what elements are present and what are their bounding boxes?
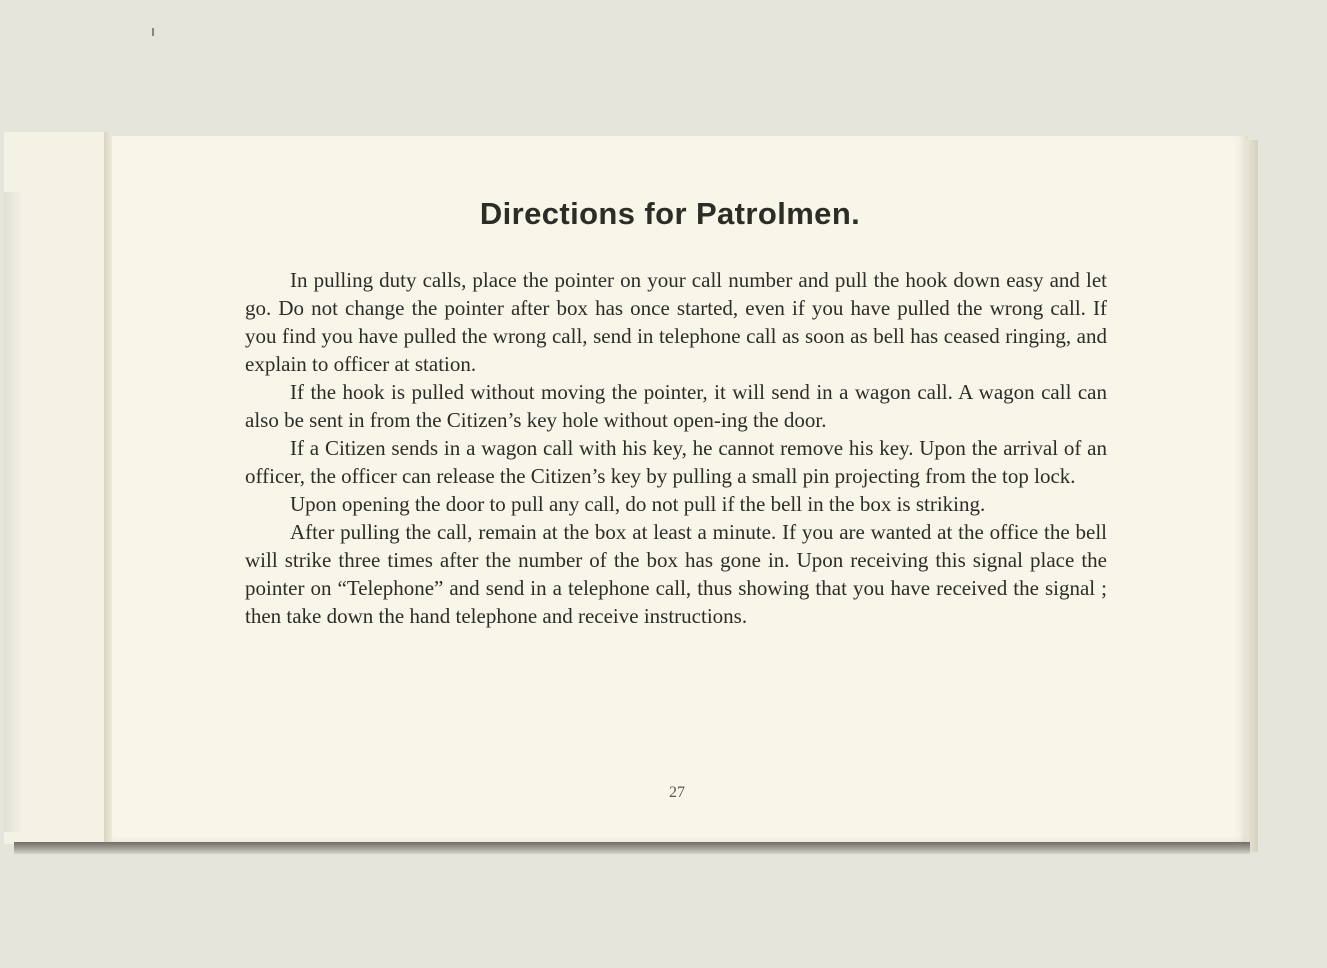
left-page-edge <box>4 192 22 832</box>
page-title: Directions for Patrolmen. <box>479 196 861 231</box>
book-gutter <box>104 132 112 844</box>
paragraph: If a Citizen sends in a wagon call with his key, he cannot remove his key. Upon the arrival of an officer, the officer can release the Citizen’s key by pulling a small pin projecting from the top lock. <box>245 436 1107 488</box>
left-page <box>4 132 109 844</box>
page-number: 27 <box>669 784 685 801</box>
paragraph: In pulling duty calls, place the pointer on your call number and pull the hook down easy and let go. Do not change the pointer after box has once started, even if you have pulled the wrong call. If you find you have pulled the wrong call, send in telephone call as soon as bell has ceased ringing, and explain to officer at station. <box>245 268 1107 376</box>
paragraph: After pulling the call, remain at the box at least a minute. If you are wanted at the office the bell will strike three times after the number of the box has gone in. Upon receiving this signal place the pointer on “Telephone” and send in a telephone call, thus showing that you have received the signal ; then take down the hand telephone and receive instructions. <box>245 520 1107 628</box>
paragraph: Upon opening the door to pull any call, do not pull if the bell in the box is striking. <box>290 492 986 516</box>
paragraph: If the hook is pulled without moving the pointer, it will send in a wagon call. A wagon call can also be sent in from the Citizen’s key hole without open-ing the door. <box>245 380 1107 432</box>
book-bottom-edge <box>14 842 1250 854</box>
body-text <box>245 266 1107 630</box>
stray-mark <box>152 28 154 36</box>
page-edge <box>1246 140 1258 852</box>
